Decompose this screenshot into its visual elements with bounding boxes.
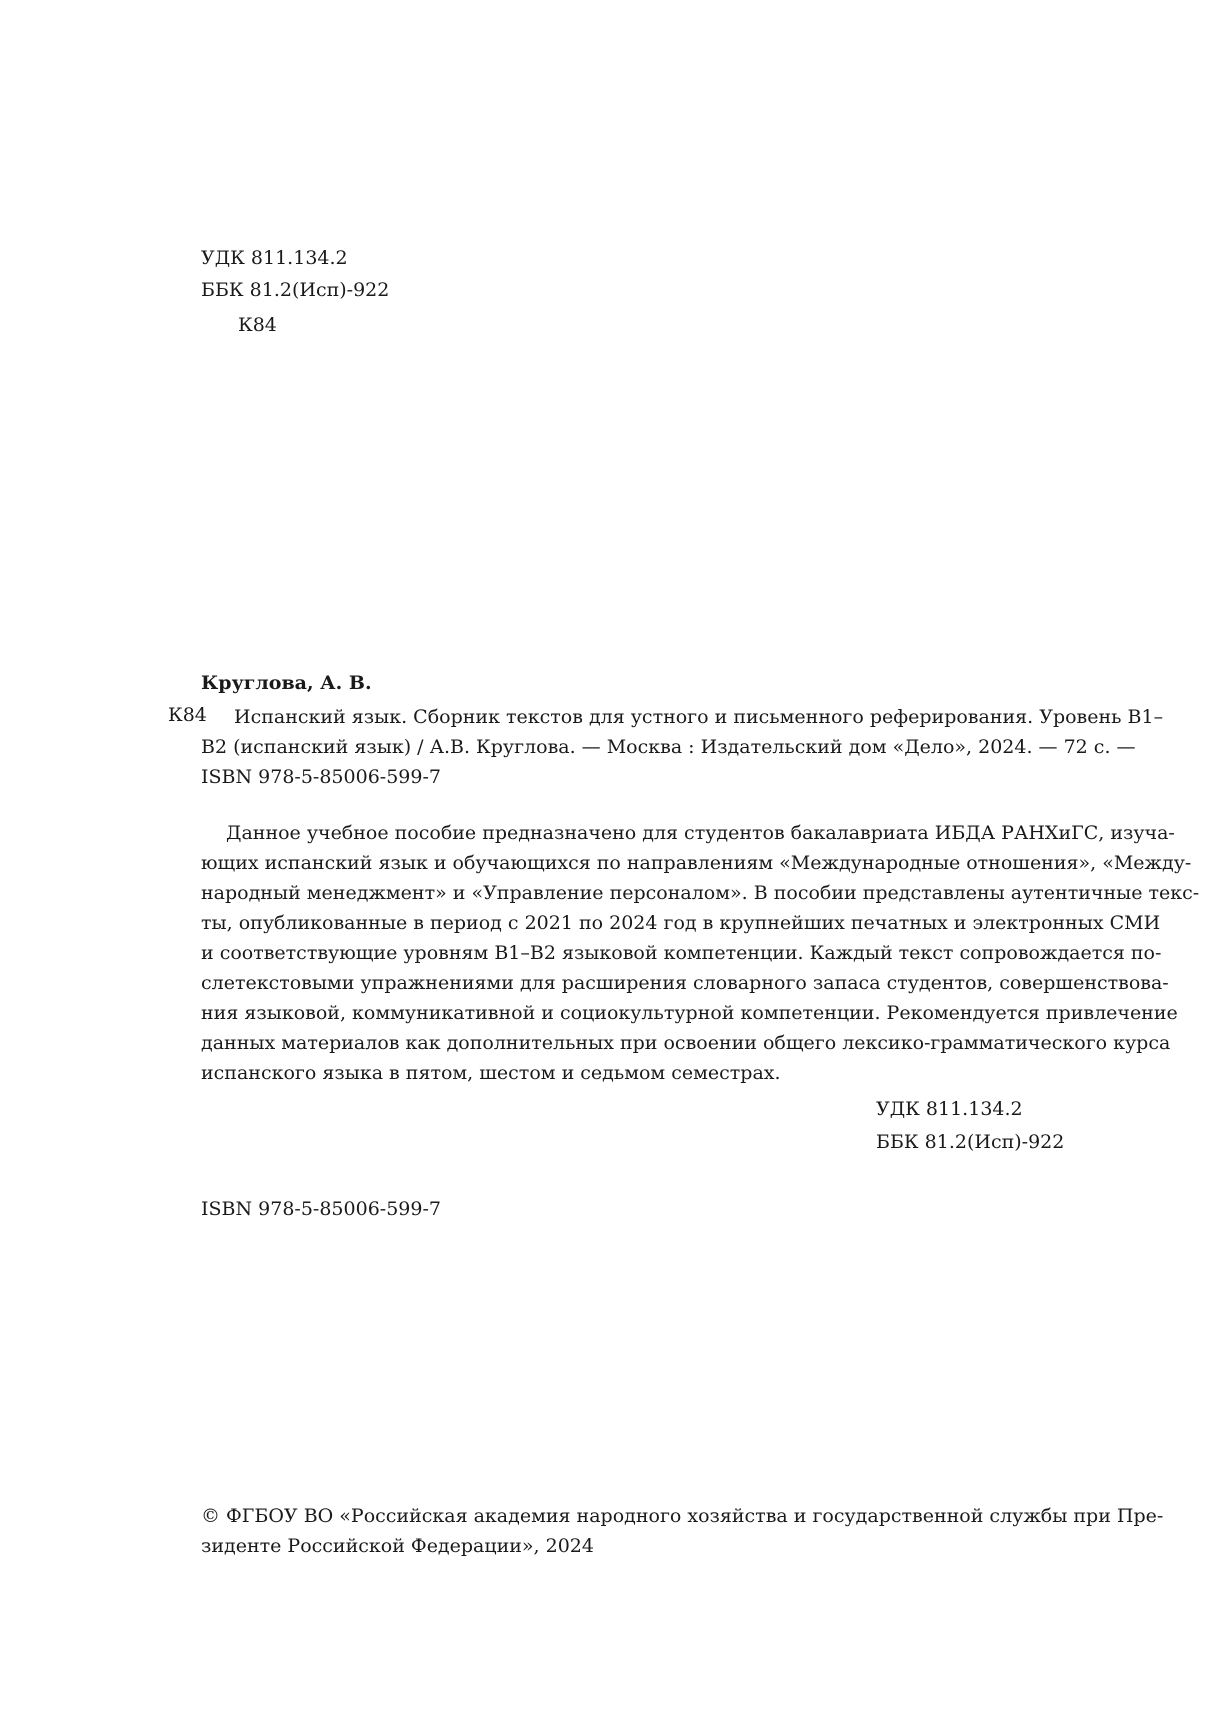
copyright <box>201 1501 1164 1561</box>
abstract-line: народный менеджмент» и «Управление персоналом». В пособии представлены аутентичные текс- <box>201 882 1200 904</box>
abstract-line: испанского языка в пятом, шестом и седьмом семестрах. <box>201 1062 781 1084</box>
classification-udk: УДК 811.134.2 <box>876 1098 1023 1120</box>
abstract-line: ющих испанский язык и обучающихся по направлениям «Международные отношения», «Между- <box>201 852 1192 874</box>
classification-bbk: ББК 81.2(Исп)-922 <box>876 1131 1065 1153</box>
copyright-line: © ФГБОУ ВО «Российская академия народного хозяйства и государственной службы при Пре- <box>201 1505 1164 1527</box>
abstract-line: Данное учебное пособие предназначено для студентов бакалавриата ИБДА РАНХиГС, изуча- <box>226 822 1175 844</box>
record-line: B2 (испанский язык) / А.В. Круглова. — Москва : Издательский дом «Дело», 2024. — 72 с. — <box>201 736 1136 758</box>
record-mark: К84 <box>168 704 207 726</box>
abstract-line: слетекстовыми упражнениями для расширения словарного запаса студентов, совершенствова- <box>201 972 1169 994</box>
abstract-line: данных материалов как дополнительных при освоении общего лексико-грамматического курса <box>201 1032 1171 1054</box>
record-line: Испанский язык. Сборник текстов для устного и письменного реферирования. Уровень B1– <box>234 706 1164 728</box>
record-description <box>201 702 1164 792</box>
header-udk: УДК 811.134.2 <box>201 247 348 269</box>
isbn: ISBN 978-5-85006-599-7 <box>201 1198 441 1220</box>
header-author-mark: К84 <box>238 314 277 336</box>
header-bbk: ББК 81.2(Исп)-922 <box>201 279 390 301</box>
abstract-line: и соответствующие уровням B1–B2 языковой компетенции. Каждый текст сопровождается по- <box>201 942 1162 964</box>
abstract-line: ния языковой, коммуникативной и социокультурной компетенции. Рекомендуется привлечение <box>201 1002 1178 1024</box>
record-line: ISBN 978-5-85006-599-7 <box>201 766 441 788</box>
abstract-line: ты, опубликованные в период с 2021 по 2024 год в крупнейших печатных и электронных СМИ <box>201 912 1161 934</box>
abstract <box>201 818 1200 1088</box>
copyright-line: зиденте Российской Федерации», 2024 <box>201 1535 594 1557</box>
record-author: Круглова, А. В. <box>201 672 372 694</box>
